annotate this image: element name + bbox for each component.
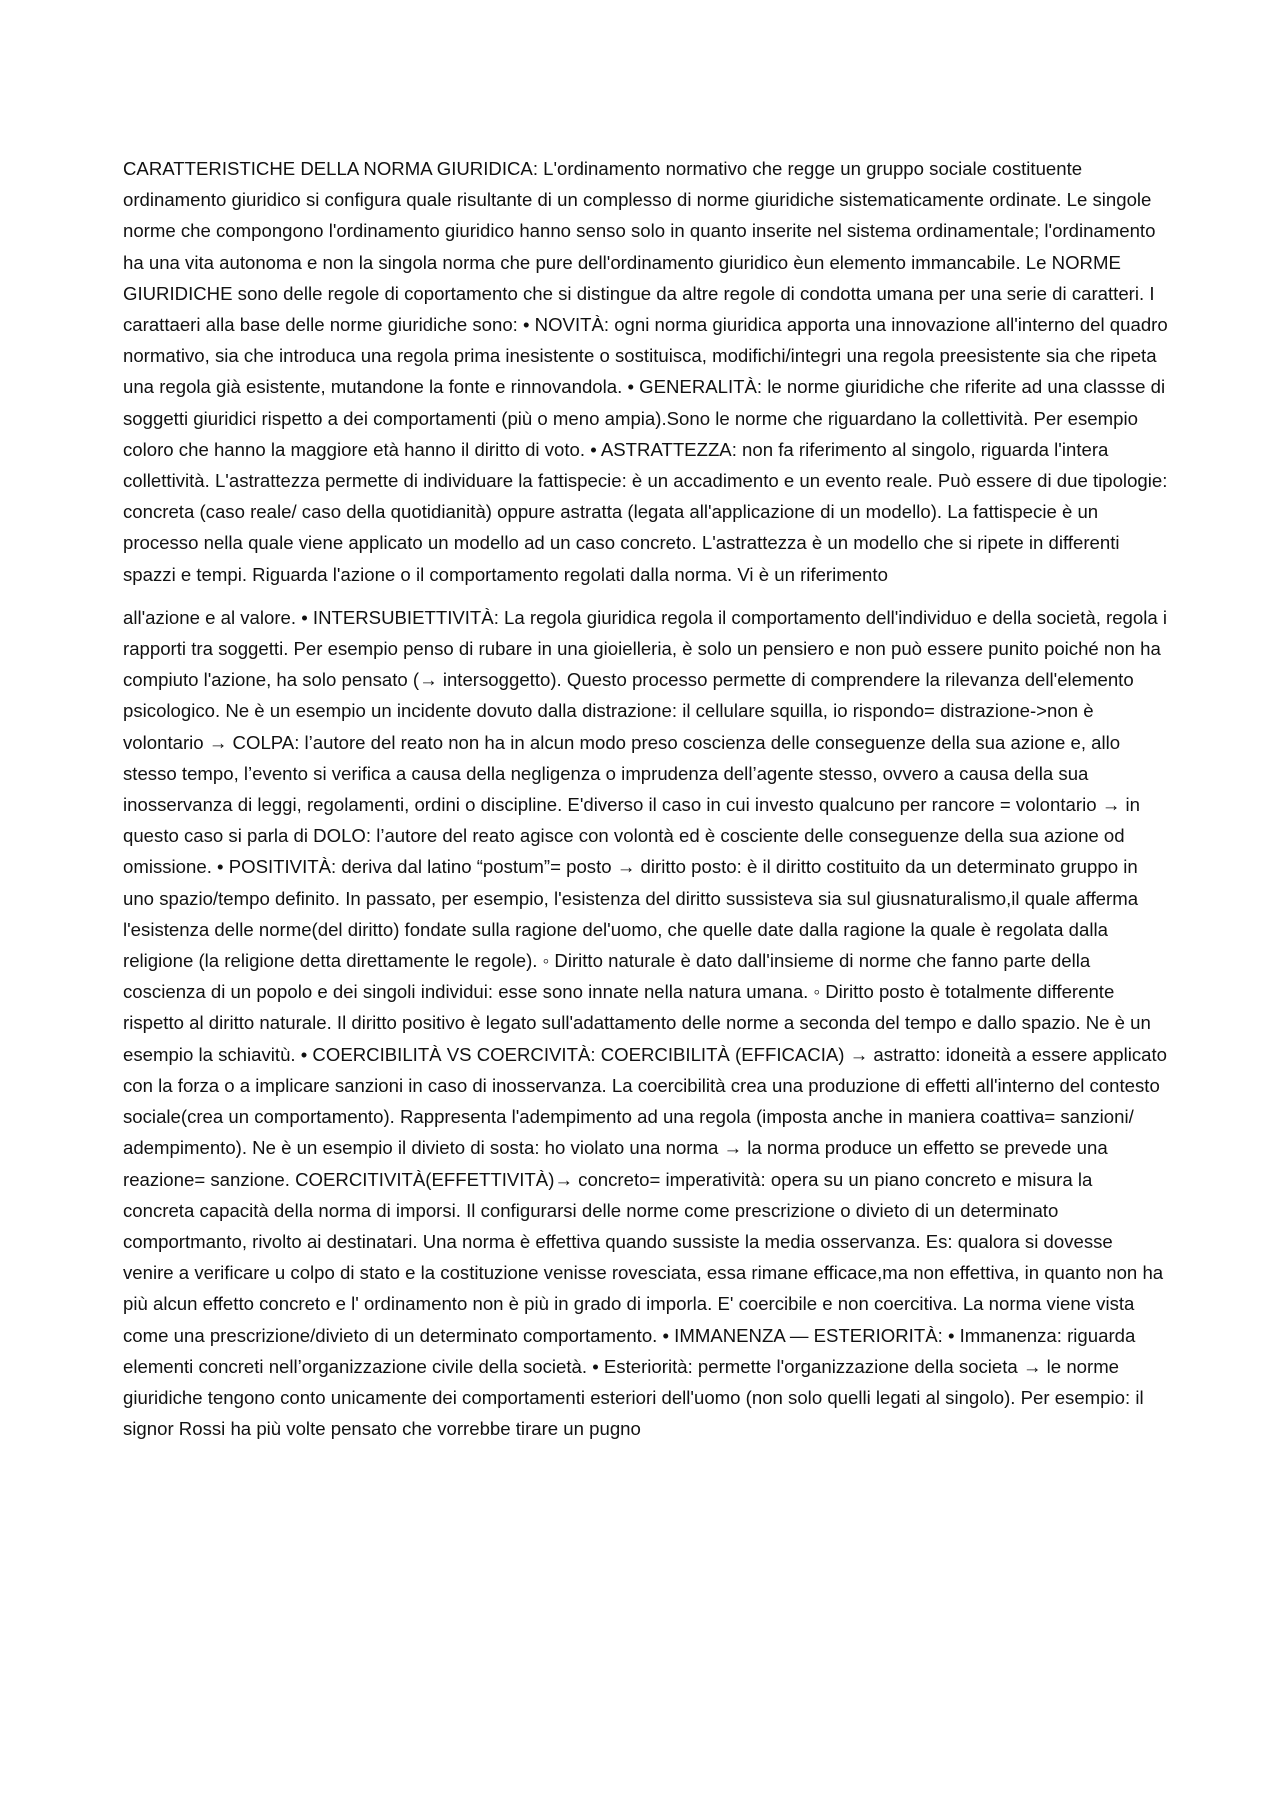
- paragraph-norma-giuridica: CARATTERISTICHE DELLA NORMA GIURIDICA: L'ordinamento normativo che regge un gruppo sociale costituente ordinamento giuridico si configura quale risultante di un complesso di norme giuridiche sistematicamente ordinate. Le singole norme che compongono l'ordinamento giuridico hanno senso solo in quanto inserite nel sistema ordinamentale; l'ordinamento ha una vita autonoma e non la singola norma che pure dell'ordinamento giuridico èun elemento immancabile. Le NORME GIURIDICHE sono delle regole di coportamento che si distingue da altre regole di condotta umana per una serie di caratteri. I carattaeri alla base delle norme giuridiche sono: • NOVITÀ: ogni norma giuridica apporta una innovazione all'interno del quadro normativo, sia che introduca una regola prima inesistente o sostituisca, modifichi/integri una regola preesistente sia che ripeta una regola già esistente, mutandone la fonte e rinnovandola. • GENERALITÀ: le norme giuridiche che riferite ad una classse di soggetti giuridici rispetto a dei comportamenti (più o meno ampia).Sono le norme che riguardano la collettività. Per esempio coloro che hanno la maggiore età hanno il diritto di voto. • ASTRATTEZZA: non fa riferimento al singolo, riguarda l'intera collettività. L'astrattezza permette di individuare la fattispecie: è un accadimento e un evento reale. Può essere di due tipologie: concreta (caso reale/ caso della quotidianità) oppure astratta (legata all'applicazione di un modello). La fattispecie è un processo nella quale viene applicato un modello ad un caso concreto. L'astrattezza è un modello che si ripete in differenti spazzi e tempi. Riguarda l'azione o il comportamento regolati dalla norma. Vi è un riferimento: [123, 158, 1168, 585]
- paragraph-intersubiettivita: all'azione e al valore. • INTERSUBIETTIVITÀ: La regola giuridica regola il comportamento dell'individuo e della società, regola i rapporti tra soggetti. Per esempio penso di rubare in una gioielleria, è solo un pensiero e non può essere punito poiché non ha compiuto l'azione, ha solo pensato (→ intersoggetto). Questo processo permette di comprendere la rilevanza dell'elemento psicologico. Ne è un esempio un incidente dovuto dalla distrazione: il cellulare squilla, io rispondo= distrazione->non è volontario → COLPA: l’autore del reato non ha in alcun modo preso coscienza delle conseguenze della sua azione e, allo stesso tempo, l’evento si verifica a causa della negligenza o imprudenza dell’agente stesso, ovvero a causa della sua inosservanza di leggi, regolamenti, ordini o discipline. E'diverso il caso in cui investo qualcuno per rancore = volontario → in questo caso si parla di DOLO: l’autore del reato agisce con volontà ed è cosciente delle conseguenze della sua azione od omissione. • POSITIVITÀ: deriva dal latino “postum”= posto → diritto posto: è il diritto costituito da un determinato gruppo in uno spazio/tempo definito. In passato, per esempio, l'esistenza del diritto sussisteva sia sul giusnaturalismo,il quale afferma l'esistenza delle norme(del diritto) fondate sulla ragione del'uomo, che quelle date dalla ragione la quale è regolata dalla religione (la religione detta direttamente le regole). ◦ Diritto naturale è dato dall'insieme di norme che fanno parte della coscienza di un popolo e dei singoli individui: esse sono innate nella natura umana. ◦ Diritto posto è totalmente differente rispetto al diritto naturale. Il diritto positivo è legato sull'adattamento delle norme a seconda del tempo e dallo spazio. Ne è un esempio la schiavitù. • COERCIBILITÀ VS COERCIVITÀ: COERCIBILITÀ (EFFICACIA) → astratto: idoneità a essere applicato con la forza o a implicare sanzioni in caso di inosservanza. La coercibilità crea una produzione di effetti all'interno del contesto sociale(crea un comportamento). Rappresenta l'adempimento ad una regola (imposta anche in maniera coattiva= sanzioni/ adempimento). Ne è un esempio il divieto di sosta: ho violato una norma → la norma produce un effetto se prevede una reazione= sanzione. COERCITIVITÀ(EFFETTIVITÀ)→ concreto= imperatività: opera su un piano concreto e misura la concreta capacità della norma di imporsi. Il configurarsi delle norme come prescrizione o divieto di un determinato comportmanto, rivolto ai destinatari. Una norma è effettiva quando sussiste la media osservanza. Es: qualora si dovesse venire a verificare u colpo di stato e la costituzione venisse rovesciata, essa rimane efficace,ma non effettiva, in quanto non ha più alcun effetto concreto e l' ordinamento non è più in grado di imporla. E' coercibile e non coercitiva. La norma viene vista come una prescrizione/divieto di un determinato comportamento. • IMMANENZA — ESTERIORITÀ: • Immanenza: riguarda elementi concreti nell’organizzazione civile della società. • Esteriorità: permette l'organizzazione della societa → le norme giuridiche tengono conto unicamente dei comportamenti esteriori dell'uomo (non solo quelli legati al singolo). Per esempio: il signor Rossi ha più volte pensato che vorrebbe tirare un pugno: [123, 606, 1168, 1440]
- paragraph-spacer: [123, 590, 1168, 602]
- document-page: [123, 153, 1168, 1444]
